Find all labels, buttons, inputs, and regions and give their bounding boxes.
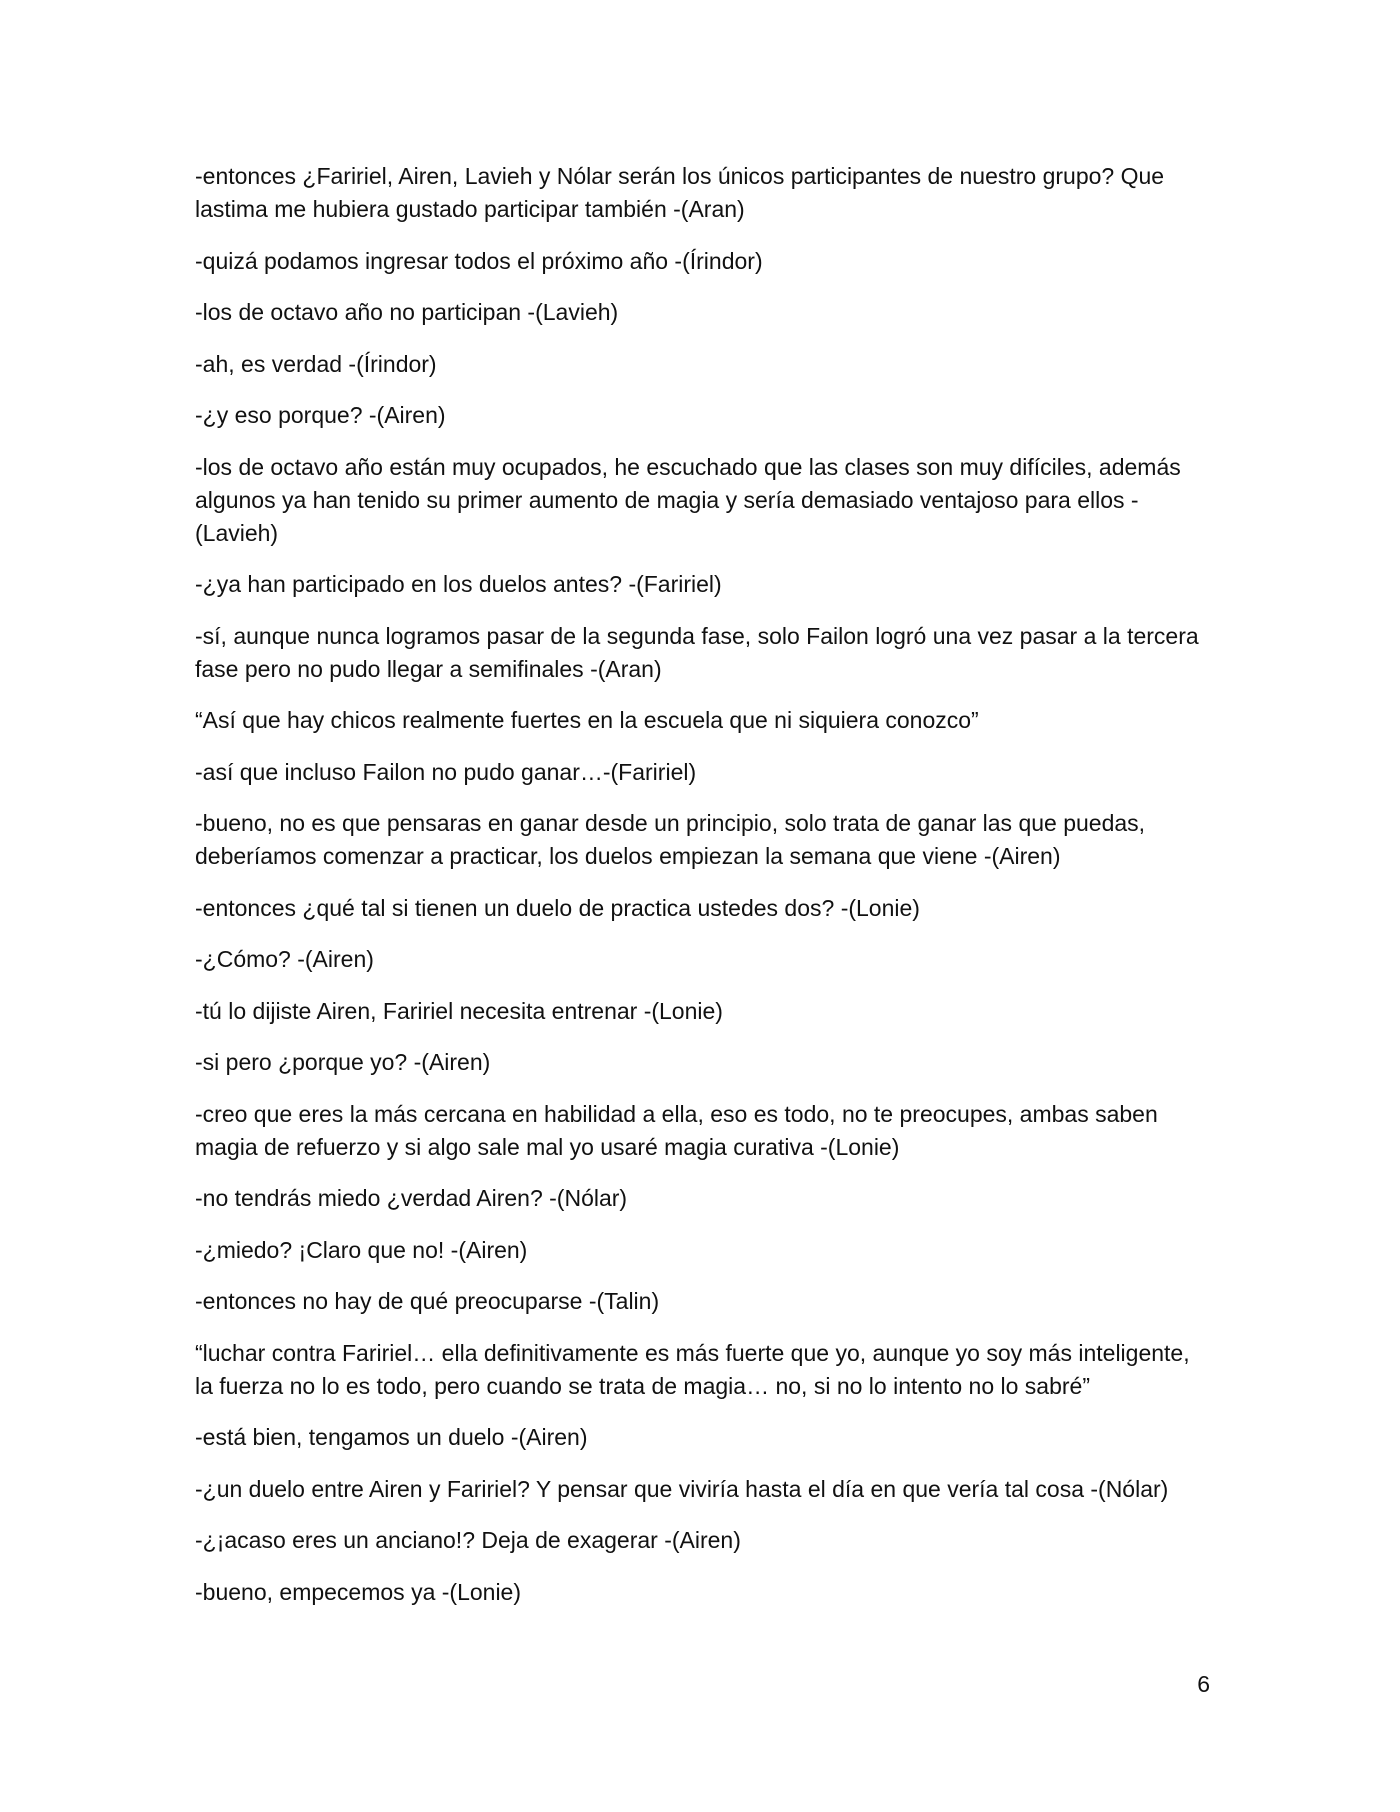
dialogue-paragraph: -así que incluso Failon no pudo ganar…-(Faririel) [195, 758, 697, 785]
dialogue-paragraph: -sí, aunque nunca logramos pasar de la segunda fase, solo Failon logró una vez pasar a la tercera fase pero no pudo llegar a semifinales -(Aran) [195, 622, 1199, 682]
thought-paragraph: “Así que hay chicos realmente fuertes en la escuela que ni siquiera conozco” [195, 707, 979, 733]
dialogue-paragraph: -quizá podamos ingresar todos el próximo año -(Írindor) [195, 247, 763, 274]
dialogue-paragraph: -¿Cómo? -(Airen) [195, 946, 374, 972]
dialogue-paragraph: -¿¡acaso eres un anciano!? Deja de exagerar -(Airen) [195, 1527, 741, 1553]
dialogue-paragraph: -¿ya han participado en los duelos antes? -(Faririel) [195, 571, 722, 597]
dialogue-paragraph: -bueno, empecemos ya -(Lonie) [195, 1578, 521, 1605]
dialogue-paragraph: -bueno, no es que pensaras en ganar desde un principio, solo trata de ganar las que puedas, deberíamos comenzar a practicar, los duelos empiezan la semana que viene -(Airen) [195, 810, 1146, 869]
dialogue-paragraph: -¿y eso porque? -(Airen) [195, 402, 446, 428]
dialogue-paragraph: -los de octavo año están muy ocupados, he escuchado que las clases son muy difíciles, además algunos ya han tenido su primer aumento de magia y sería demasiado ventajoso para ellos -(Lavieh) [195, 453, 1181, 546]
dialogue-paragraph: -¿un duelo entre Airen y Faririel? Y pensar que viviría hasta el día en que vería tal cosa -(Nólar) [195, 1475, 1169, 1502]
page-number: 6 [1197, 1671, 1210, 1697]
dialogue-paragraph: -creo que eres la más cercana en habilidad a ella, eso es todo, no te preocupes, ambas saben magia de refuerzo y si algo sale mal yo usaré magia curativa -(Lonie) [195, 1100, 1158, 1160]
document-body [195, 160, 1205, 1627]
dialogue-paragraph: -entonces ¿Faririel, Airen, Lavieh y Nólar serán los únicos participantes de nuestro grupo? Que lastima me hubiera gustado participar también -(Aran) [195, 163, 1165, 222]
dialogue-paragraph: -si pero ¿porque yo? -(Airen) [195, 1049, 491, 1075]
dialogue-paragraph: -no tendrás miedo ¿verdad Airen? -(Nólar) [195, 1185, 628, 1211]
dialogue-paragraph: -ah, es verdad -(Írindor) [195, 350, 437, 377]
dialogue-paragraph: -tú lo dijiste Airen, Faririel necesita entrenar -(Lonie) [195, 997, 723, 1024]
dialogue-paragraph: -está bien, tengamos un duelo -(Airen) [195, 1424, 588, 1450]
dialogue-paragraph: -entonces no hay de qué preocuparse -(Talin) [195, 1288, 660, 1314]
dialogue-paragraph: -¿miedo? ¡Claro que no! -(Airen) [195, 1236, 528, 1263]
dialogue-paragraph: -los de octavo año no participan -(Lavieh) [195, 299, 619, 325]
dialogue-paragraph: -entonces ¿qué tal si tienen un duelo de practica ustedes dos? -(Lonie) [195, 894, 920, 921]
thought-paragraph: “luchar contra Faririel… ella definitivamente es más fuerte que yo, aunque yo soy más inteligente, la fuerza no lo es todo, pero cuando se trata de magia… no, si no lo intento no lo sabré” [195, 1339, 1190, 1399]
